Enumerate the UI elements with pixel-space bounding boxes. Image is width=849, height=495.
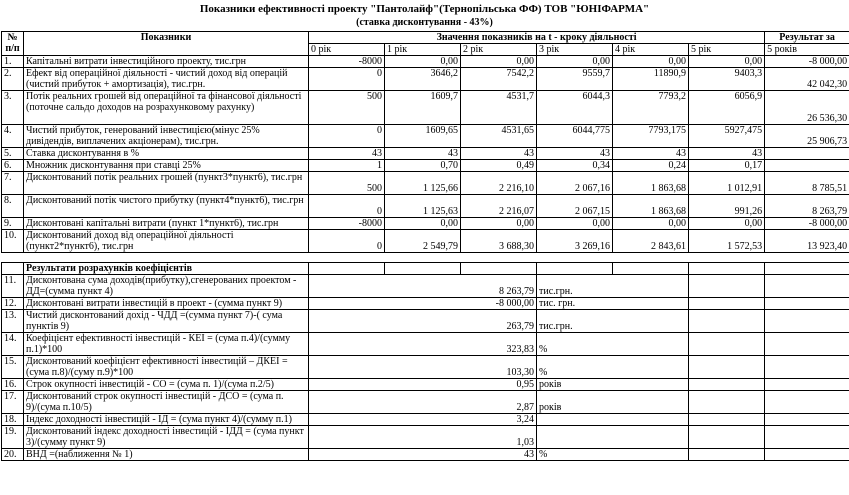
row-value: 0,24 (613, 160, 689, 172)
row-value: 7793,175 (613, 125, 689, 148)
coef-row (2, 333, 849, 356)
row-value: 0 (309, 125, 385, 148)
section-empty (537, 263, 613, 275)
row-value: 43 (385, 148, 461, 160)
coef-indicator: Дисконтований коефіцієнт ефективності інвестицій – ДКЕІ = (сума п.8)/(суму п.9)*100 (24, 356, 309, 379)
coef-row (2, 298, 849, 310)
row-value: -8000 (309, 218, 385, 230)
header-num: № п/п (2, 32, 24, 56)
coef-empty (689, 356, 765, 379)
header-result: Результат за (765, 32, 849, 44)
row-value: 1609,65 (385, 125, 461, 148)
row-value: 1 863,68 (613, 195, 689, 218)
title-line-1: Показники ефективності проекту "Пантолайф"(Тернопільська ФФ) ТОВ "ЮНІФАРМА" (199, 3, 650, 15)
coef-num: 16. (2, 379, 24, 391)
coef-empty (689, 298, 765, 310)
coef-empty (689, 391, 765, 414)
coef-value: 1,03 (309, 426, 537, 449)
row-result: 25 906,73 (765, 125, 849, 148)
row-value: 2 067,15 (537, 195, 613, 218)
table-header-row-1 (2, 32, 849, 44)
row-value: 0 (309, 68, 385, 91)
coef-empty (689, 379, 765, 391)
section-header-row (2, 263, 849, 275)
row-value: 9403,3 (689, 68, 765, 91)
row-value: 43 (309, 148, 385, 160)
table-row (2, 195, 849, 218)
spacer-cell (765, 253, 849, 263)
coef-value: 2,87 (309, 391, 537, 414)
row-value: 991,26 (689, 195, 765, 218)
row-value: 1 125,63 (385, 195, 461, 218)
row-result: 8 785,51 (765, 172, 849, 195)
title-line-2: (ставка дисконтування - 43%) (356, 17, 493, 28)
coef-empty (765, 333, 849, 356)
section-empty (385, 263, 461, 275)
section-empty (461, 263, 537, 275)
table-row (2, 68, 849, 91)
row-num: 1. (2, 56, 24, 68)
coef-num: 14. (2, 333, 24, 356)
coef-num: 18. (2, 414, 24, 426)
header-year-2: 2 рік (461, 44, 537, 56)
row-value: 3 269,16 (537, 230, 613, 253)
row-value: 9559,7 (537, 68, 613, 91)
coef-indicator: Індекс доходності інвестицій - ІД = (сума пункт 4)/(сумму п.1) (24, 414, 309, 426)
row-value: 6056,9 (689, 91, 765, 125)
coef-empty (765, 356, 849, 379)
coef-row (2, 426, 849, 449)
header-year-3: 3 рік (537, 44, 613, 56)
row-result: -8 000,00 (765, 56, 849, 68)
row-value: 43 (537, 148, 613, 160)
row-indicator: Дисконтований потік чистого прибутку (пункт4*пункт6), тис.грн (24, 195, 309, 218)
row-value: 0,00 (537, 218, 613, 230)
spacer-cell (689, 253, 765, 263)
row-value: 6044,775 (537, 125, 613, 148)
row-value: 500 (309, 91, 385, 125)
row-value: 0,17 (689, 160, 765, 172)
coef-indicator: Чистий дисконтований дохід - ЧДД =(сумма пункт 7)-( сума пунктів 9) (24, 310, 309, 333)
row-num: 4. (2, 125, 24, 148)
section-num (2, 263, 24, 275)
row-value: 0,00 (689, 218, 765, 230)
coef-empty (765, 310, 849, 333)
row-num: 7. (2, 172, 24, 195)
table-spacer-row (2, 253, 849, 263)
coef-unit: років (537, 391, 689, 414)
row-num: 3. (2, 91, 24, 125)
spacer-cell (613, 253, 689, 263)
row-value: 1609,7 (385, 91, 461, 125)
row-indicator: Ефект від операційної діяльності - чистий доход від операцій (чистий прибуток + амортизація), тис.грн. (24, 68, 309, 91)
row-value: 2 549,79 (385, 230, 461, 253)
row-value: 1 012,91 (689, 172, 765, 195)
coef-unit (537, 414, 689, 426)
row-num: 10. (2, 230, 24, 253)
row-num: 8. (2, 195, 24, 218)
row-result: 42 042,30 (765, 68, 849, 91)
row-value: 0,00 (385, 218, 461, 230)
row-num: 2. (2, 68, 24, 91)
efficiency-table (1, 31, 849, 461)
spacer-cell (2, 253, 24, 263)
row-value: 43 (689, 148, 765, 160)
row-value: 0,00 (613, 218, 689, 230)
row-value: 43 (613, 148, 689, 160)
coef-empty (689, 414, 765, 426)
row-value: 0 (309, 195, 385, 218)
coef-num: 13. (2, 310, 24, 333)
coef-empty (765, 391, 849, 414)
coef-indicator: Дисконтовані витрати інвестицій в проект - (сумма пункт 9) (24, 298, 309, 310)
table-row (2, 230, 849, 253)
row-value: 0,00 (613, 56, 689, 68)
coef-value: 0,95 (309, 379, 537, 391)
section-empty (309, 263, 385, 275)
row-value: 4531,65 (461, 125, 537, 148)
coef-num: 17. (2, 391, 24, 414)
row-value: 7793,2 (613, 91, 689, 125)
row-value: -8000 (309, 56, 385, 68)
coef-num: 15. (2, 356, 24, 379)
row-indicator: Капітальні витрати інвестиційного проекту, тис.грн (24, 56, 309, 68)
coef-empty (765, 298, 849, 310)
coef-empty (689, 310, 765, 333)
row-num: 6. (2, 160, 24, 172)
row-value: 11890,9 (613, 68, 689, 91)
coef-value: 103,30 (309, 356, 537, 379)
coef-unit: тис.грн. (537, 310, 689, 333)
header-indicator: Показники (24, 32, 309, 56)
coef-row (2, 356, 849, 379)
coef-empty (765, 426, 849, 449)
document-title (0, 0, 849, 29)
section-empty (765, 263, 849, 275)
coef-indicator: Коефіцієнт ефективності інвестицій - КЕІ = (сума п.4)/(сумму п.1)*100 (24, 333, 309, 356)
row-num: 9. (2, 218, 24, 230)
row-indicator: Дисконтований потік реальних грошей (пункт3*пункт6), тис.грн (24, 172, 309, 195)
coef-row (2, 310, 849, 333)
row-value: 3646,2 (385, 68, 461, 91)
coef-indicator: ВНД =(наближення № 1) (24, 449, 309, 461)
row-value: 0,00 (537, 56, 613, 68)
coef-empty (689, 426, 765, 449)
table-row (2, 218, 849, 230)
header-year-4: 4 рік (613, 44, 689, 56)
coef-empty (689, 333, 765, 356)
row-result (765, 160, 849, 172)
coef-indicator: Строк окупності інвестицій - СО = (сума п. 1)/(сума п.2/5) (24, 379, 309, 391)
row-value: 3 688,30 (461, 230, 537, 253)
row-value: 4531,7 (461, 91, 537, 125)
row-value: 0,00 (461, 218, 537, 230)
row-value: 2 843,61 (613, 230, 689, 253)
row-result (765, 148, 849, 160)
coef-num: 12. (2, 298, 24, 310)
row-value: 0,00 (461, 56, 537, 68)
row-indicator: Ставка дисконтування в % (24, 148, 309, 160)
row-value: 500 (309, 172, 385, 195)
coef-value: 43 (309, 449, 537, 461)
coef-value: 8 263,79 (309, 275, 537, 298)
coef-value: 3,24 (309, 414, 537, 426)
coef-unit: % (537, 333, 689, 356)
spacer-cell (385, 253, 461, 263)
row-value: 1 572,53 (689, 230, 765, 253)
coef-row (2, 275, 849, 298)
table-row (2, 125, 849, 148)
coef-unit: % (537, 356, 689, 379)
coef-indicator: Дисконтований індекс доходності інвестицій - ІДД = (сума пункт 3)/(сумму пункт 9) (24, 426, 309, 449)
coef-row (2, 449, 849, 461)
coef-num: 20. (2, 449, 24, 461)
row-indicator: Дисконтовані капітальні витрати (пункт 1*пункт6), тис.грн (24, 218, 309, 230)
header-year-0: 0 рік (309, 44, 385, 56)
row-result: 8 263,79 (765, 195, 849, 218)
table-row (2, 148, 849, 160)
row-indicator: Потік реальних грошей від операційної та фінансової діяльності (поточне сальдо доходов на розрахунковому рахунку) (24, 91, 309, 125)
coef-empty (765, 449, 849, 461)
coef-empty (765, 275, 849, 298)
coef-empty (689, 449, 765, 461)
spacer-cell (24, 253, 309, 263)
coef-row (2, 379, 849, 391)
row-value: 43 (461, 148, 537, 160)
table-row (2, 160, 849, 172)
row-value: 0,49 (461, 160, 537, 172)
table-row (2, 91, 849, 125)
header-group: Значення показників на t - кроку діяльності (309, 32, 765, 44)
header-result-sub: 5 років (765, 44, 849, 56)
coef-value: -8 000,00 (309, 298, 537, 310)
spacer-cell (309, 253, 385, 263)
row-value: 6044,3 (537, 91, 613, 125)
coef-indicator: Дисконтований строк окупності інвестицій - ДСО = (сума п. 9)/(сума п.10/5) (24, 391, 309, 414)
coef-empty (765, 414, 849, 426)
coef-empty (765, 379, 849, 391)
coef-unit: % (537, 449, 689, 461)
row-value: 2 216,10 (461, 172, 537, 195)
coef-unit: тис. грн. (537, 298, 689, 310)
row-value: 1 125,66 (385, 172, 461, 195)
row-value: 0 (309, 230, 385, 253)
row-value: 0,70 (385, 160, 461, 172)
row-value: 1 863,68 (613, 172, 689, 195)
table-row (2, 172, 849, 195)
row-value: 0,00 (689, 56, 765, 68)
header-year-1: 1 рік (385, 44, 461, 56)
row-num: 5. (2, 148, 24, 160)
table-row (2, 56, 849, 68)
row-value: 2 067,16 (537, 172, 613, 195)
row-result: 13 923,40 (765, 230, 849, 253)
row-value: 0,00 (385, 56, 461, 68)
coef-row (2, 414, 849, 426)
coef-row (2, 391, 849, 414)
row-indicator: Дисконтований доход від операційної діяльності (пункт2*пункт6), тис.грн (24, 230, 309, 253)
coef-unit: тис.грн. (537, 275, 689, 298)
coef-empty (689, 275, 765, 298)
header-year-5: 5 рік (689, 44, 765, 56)
section-label: Результати розрахунків коефіцієнтів (24, 263, 309, 275)
spacer-cell (537, 253, 613, 263)
row-value: 2 216,07 (461, 195, 537, 218)
coef-num: 11. (2, 275, 24, 298)
section-empty (613, 263, 689, 275)
row-indicator: Чистий прибуток, генерований інвестицією(мінус 25% дивідендів, виплачених акціонерам), тис.грн. (24, 125, 309, 148)
row-result: 26 536,30 (765, 91, 849, 125)
coef-value: 323,83 (309, 333, 537, 356)
spacer-cell (461, 253, 537, 263)
row-result: -8 000,00 (765, 218, 849, 230)
coef-unit (537, 426, 689, 449)
row-value: 5927,475 (689, 125, 765, 148)
section-empty (689, 263, 765, 275)
coef-num: 19. (2, 426, 24, 449)
coef-unit: років (537, 379, 689, 391)
row-value: 7542,2 (461, 68, 537, 91)
row-indicator: Множник дисконтування при ставці 25% (24, 160, 309, 172)
row-value: 0,34 (537, 160, 613, 172)
row-value: 1 (309, 160, 385, 172)
coef-value: 263,79 (309, 310, 537, 333)
coef-indicator: Дисконтована сума доходів(прибутку),сгенерованих проектом - ДД=(сумма пункт 4) (24, 275, 309, 298)
